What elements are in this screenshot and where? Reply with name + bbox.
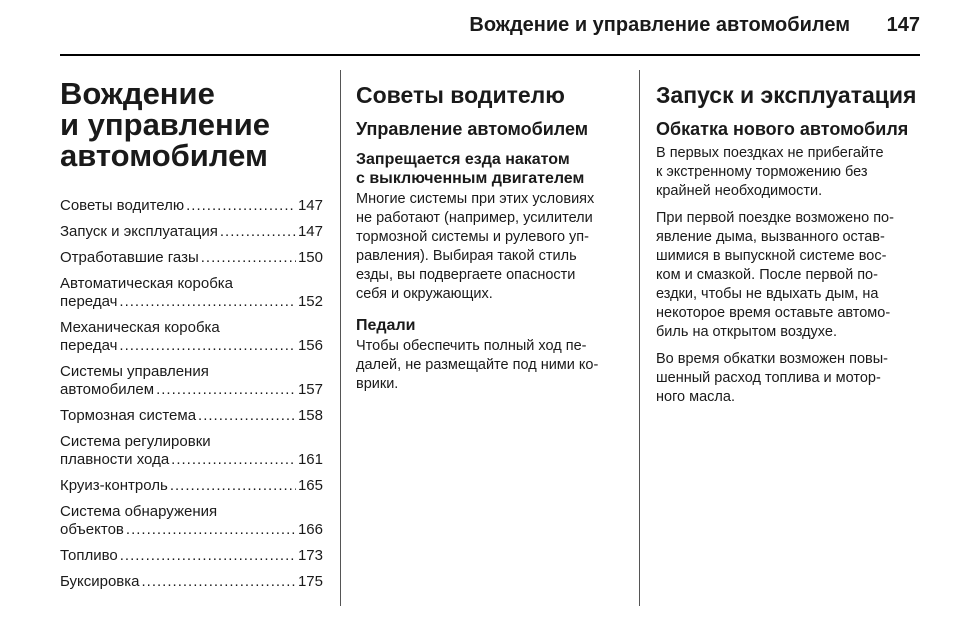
text-line: к экстренному торможению без <box>656 164 868 180</box>
toc-page-number: 152 <box>297 293 323 310</box>
paragraph-pedals <box>356 337 622 394</box>
toc-entry-title: Советы водителю <box>60 197 185 214</box>
toc-entry-title: автомобилем <box>60 381 155 398</box>
heading-pedals: Педали <box>356 317 416 334</box>
text-line: явление дыма, вызванного остав- <box>656 229 885 245</box>
toc-entry-title: Топливо <box>60 547 118 564</box>
toc-leader-dots <box>201 249 296 267</box>
toc-page-number: 158 <box>297 407 323 424</box>
toc-page-number: 147 <box>297 197 323 214</box>
paragraph-coasting <box>356 190 622 304</box>
text-line: ездки, чтобы не вдыхать дым, на <box>656 286 879 302</box>
text-line: Во время обкатки возможен повы- <box>656 351 888 367</box>
toc-entry-title: Система обнаружения <box>60 503 218 520</box>
paragraph-braking <box>656 144 920 201</box>
toc-page-number: 147 <box>297 223 323 240</box>
toc-leader-dots <box>126 521 296 539</box>
toc-entry[interactable] <box>60 363 323 399</box>
text-line: шенный расход топлива и мотор- <box>656 370 881 386</box>
toc-page-number: 157 <box>297 381 323 398</box>
toc-entry-title: Автоматическая коробка <box>60 275 234 292</box>
table-of-contents <box>60 197 323 591</box>
toc-page-number: 156 <box>297 337 323 354</box>
paragraph-smoke <box>656 209 920 342</box>
paragraph-consumption <box>656 350 920 407</box>
text-line: не работают (например, усилители <box>356 210 593 226</box>
toc-entry[interactable] <box>60 319 323 355</box>
toc-page-number: 175 <box>297 573 323 590</box>
toc-page-number: 161 <box>297 451 323 468</box>
section-title: Запуск и эксплуатация <box>656 82 917 108</box>
toc-entry-title: плавности хода <box>60 451 170 468</box>
column-divider <box>639 70 640 606</box>
driving-tips-column <box>356 60 622 402</box>
toc-entry[interactable] <box>60 573 323 591</box>
text-line: В первых поездках не прибегайте <box>656 145 884 161</box>
toc-leader-dots <box>186 197 296 215</box>
toc-entry[interactable] <box>60 503 323 539</box>
toc-leader-dots <box>120 547 296 565</box>
toc-entry[interactable] <box>60 197 323 215</box>
running-header-title: Вождение и управление автомобилем <box>469 14 850 36</box>
toc-page-number: 166 <box>297 521 323 538</box>
toc-leader-dots <box>156 381 296 399</box>
text-line: тормозной системы и рулевого уп- <box>356 229 589 245</box>
text-line: Чтобы обеспечить полный ход пе- <box>356 338 587 354</box>
heading-line: с выключенным двигателем <box>356 170 585 187</box>
chapter-title-line: и управление <box>60 107 271 142</box>
text-line: биль на открытом воздухе. <box>656 324 837 340</box>
heading-line: Запрещается езда накатом <box>356 151 570 168</box>
text-line: далей, не размещайте под ними ко- <box>356 357 599 373</box>
toc-entry[interactable] <box>60 223 323 241</box>
toc-entry-title: Буксировка <box>60 573 140 590</box>
toc-entry-title: Тормозная система <box>60 407 197 424</box>
chapter-title-line: автомобилем <box>60 138 268 173</box>
text-line: езды, вы подвергаете опасности <box>356 267 576 283</box>
toc-entry-title: Система регулировки <box>60 433 211 450</box>
toc-entry-title: передач <box>60 337 118 354</box>
text-line: равления). Выбирая такой стиль <box>356 248 577 264</box>
header-rule <box>60 54 920 56</box>
text-line: При первой поездке возможено по- <box>656 210 894 226</box>
toc-entry-title: Запуск и эксплуатация <box>60 223 218 240</box>
toc-entry[interactable] <box>60 249 323 267</box>
subsection-title: Управление автомобилем <box>356 119 589 139</box>
toc-leader-dots <box>142 573 296 591</box>
text-line: некоторое время оставьте автомо- <box>656 305 891 321</box>
text-line: крайней необходимости. <box>656 183 823 199</box>
toc-leader-dots <box>198 407 296 425</box>
heading-coasting <box>356 150 622 188</box>
toc-leader-dots <box>170 477 296 495</box>
page-number: 147 <box>886 14 920 36</box>
toc-entry[interactable] <box>60 547 323 565</box>
toc-leader-dots <box>119 337 296 355</box>
subsection-title: Обкатка нового автомобиля <box>656 119 909 139</box>
toc-entry-title: Отработавшие газы <box>60 249 199 266</box>
text-line: Многие системы при этих условиях <box>356 191 595 207</box>
toc-leader-dots <box>119 293 296 311</box>
toc-page-number: 165 <box>297 477 323 494</box>
toc-entry-title: передач <box>60 293 118 310</box>
toc-entry-title: Системы управления <box>60 363 209 380</box>
chapter-title <box>60 78 323 171</box>
toc-page-number: 150 <box>297 249 323 266</box>
chapter-title-line: Вождение <box>60 76 215 111</box>
toc-entry[interactable] <box>60 275 323 311</box>
toc-entry[interactable] <box>60 477 323 495</box>
toc-entry-title: Круиз-контроль <box>60 477 168 494</box>
toc-column <box>60 60 323 599</box>
toc-entry[interactable] <box>60 407 323 425</box>
toc-page-number: 173 <box>297 547 323 564</box>
toc-entry-title: Механическая коробка <box>60 319 220 336</box>
text-line: ком и смазкой. После первой по- <box>656 267 878 283</box>
toc-leader-dots <box>171 451 296 469</box>
text-line: себя и окружающих. <box>356 286 493 302</box>
text-line: шимися в выпускной системе вос- <box>656 248 887 264</box>
section-title: Советы водителю <box>356 82 565 108</box>
toc-entry-title: объектов <box>60 521 124 538</box>
toc-entry[interactable] <box>60 433 323 469</box>
starting-operating-column <box>656 60 920 415</box>
toc-leader-dots <box>220 223 296 241</box>
text-line: ного масла. <box>656 389 735 405</box>
column-divider <box>340 70 341 606</box>
text-line: врики. <box>356 376 399 392</box>
